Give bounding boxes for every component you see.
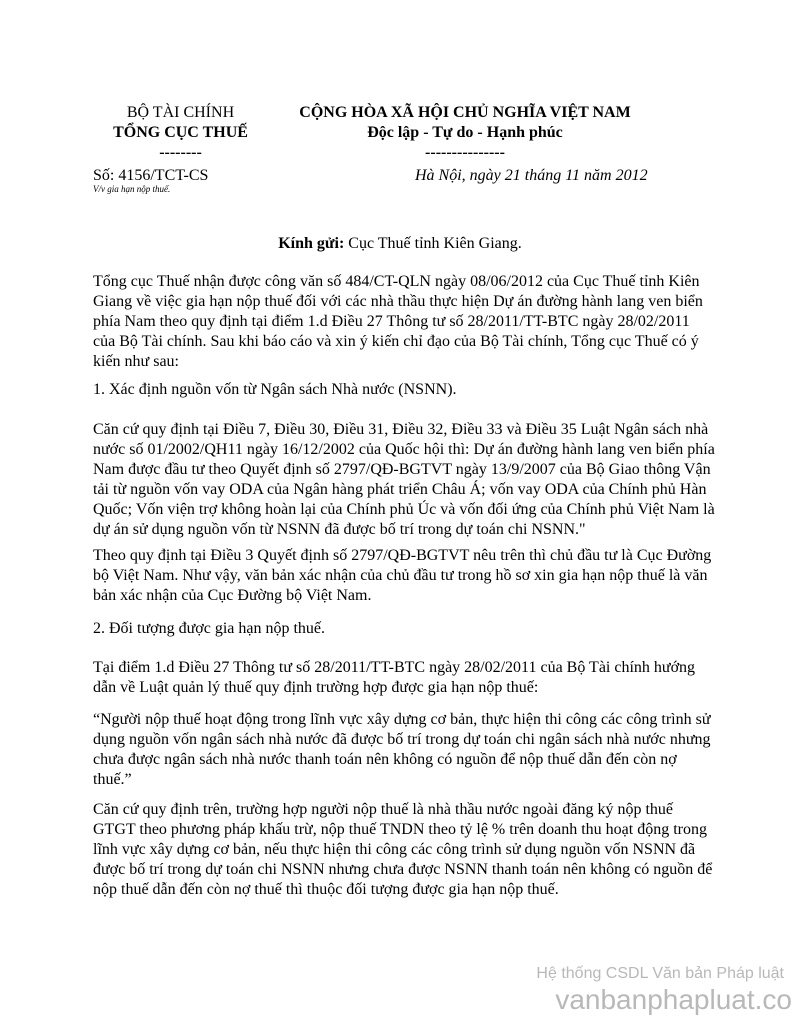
document-date: Hà Nội, ngày 21 tháng 11 năm 2012 <box>415 167 648 184</box>
issuing-agency-block <box>88 103 273 163</box>
paragraph-2: Căn cứ quy định tại Điều 7, Điều 30, Điều 31, Điều 32, Điều 33 và Điều 35 Luật Ngân sách nhà nước số 01/2002/QH11 ngày 16/12/2002 của Quốc hội thì: Dự án đường hành lang ven biển phía Nam được đầu tư theo Quyết định số 2797/QĐ-BGTVT ngày 13/9/2007 của Bộ Giao thông Vận tải từ nguồn vốn vay ODA của Ngân hàng phát triển Châu Á; vốn vay ODA của Chính phủ Hàn Quốc; Vốn viện trợ không hoàn lại của Chính phủ Úc và vốn đối ứng của Chính phủ Việt Nam là dự án sử dụng nguồn vốn từ NSNN đã được bố trí trong dự toán chi NSNN." <box>93 421 715 538</box>
watermark-site: vanbanphapluat.co <box>555 984 792 1015</box>
quoted-regulation: “Người nộp thuế hoạt động trong lĩnh vực xây dựng cơ bản, thực hiện thi công các công trình sử dụng nguồn vốn ngân sách nhà nước đã được bố trí trong dự toán chi ngân sách nhà nước nhưng chưa được ngân sách nhà nước thanh toán nên không có nguồn để nộp thuế dẫn đến còn nợ thuế.” <box>93 711 711 788</box>
national-motto: Độc lập - Tự do - Hạnh phúc <box>367 124 563 141</box>
document-number: Số: 4156/TCT-CS <box>93 167 209 184</box>
country-name: CỘNG HÒA XÃ HỘI CHỦ NGHĨA VIỆT NAM <box>299 104 631 121</box>
document-subject: V/v gia hạn nộp thuế. <box>93 184 171 194</box>
ministry-name: BỘ TÀI CHÍNH <box>126 104 235 121</box>
recipient-label: Kính gửi: <box>278 235 345 252</box>
national-motto-block <box>290 103 640 163</box>
motto-divider: --------------- <box>425 144 505 161</box>
section-heading-1: 1. Xác định nguồn vốn từ Ngân sách Nhà nước (NSNN). <box>93 381 457 398</box>
watermark-caption: Hệ thống CSDL Văn bản Pháp luật <box>536 965 784 982</box>
paragraph-6: Căn cứ quy định trên, trường hợp người nộp thuế là nhà thầu nước ngoài đăng ký nộp thuế GTGT theo phương pháp khấu trừ, nộp thuế TNDN theo tỷ lệ % trên doanh thu hoạt động trong lĩnh vực xây dựng cơ bản, nếu thực hiện thi công các công trình sử dụng nguồn vốn NSNN đã được bố trí trong dự toán chi NSNN nhưng chưa được NSNN thanh toán nên không có nguồn để nộp thuế dẫn đến còn nợ thuế thì thuộc đối tượng được gia hạn nộp thuế. <box>93 801 713 898</box>
intro-paragraph: Tổng cục Thuế nhận được công văn số 484/CT-QLN ngày 08/06/2012 của Cục Thuế tỉnh Kiên Giang về việc gia hạn nộp thuế đối với các nhà thầu thực hiện Dự án đường hành lang ven biển phía Nam theo quy định tại điểm 1.d Điều 27 Thông tư số 28/2011/TT-BTC ngày 28/02/2011 của Bộ Tài chính. Sau khi báo cáo và xin ý kiến chỉ đạo của Bộ Tài chính, Tổng cục Thuế có ý kiến như sau: <box>93 273 703 370</box>
recipient-name: Cục Thuế tỉnh Kiên Giang. <box>348 235 522 252</box>
department-name: TỔNG CỤC THUẾ <box>113 124 248 141</box>
paragraph-4: Tại điểm 1.d Điều 27 Thông tư số 28/2011/TT-BTC ngày 28/02/2011 của Bộ Tài chính hướng dẫn về Luật quản lý thuế quy định trường hợp được gia hạn nộp thuế: <box>93 659 696 696</box>
section-heading-2: 2. Đối tượng được gia hạn nộp thuế. <box>93 620 326 637</box>
agency-divider: -------- <box>159 144 202 161</box>
paragraph-3: Theo quy định tại Điều 3 Quyết định số 2797/QĐ-BGTVT nêu trên thì chủ đầu tư là Cục Đường bộ Việt Nam. Như vậy, văn bản xác nhận của chủ đầu tư trong hồ sơ xin gia hạn nộp thuế là văn bản xác nhận của Cục Đường bộ Việt Nam. <box>93 547 712 604</box>
recipient-line <box>0 234 800 254</box>
